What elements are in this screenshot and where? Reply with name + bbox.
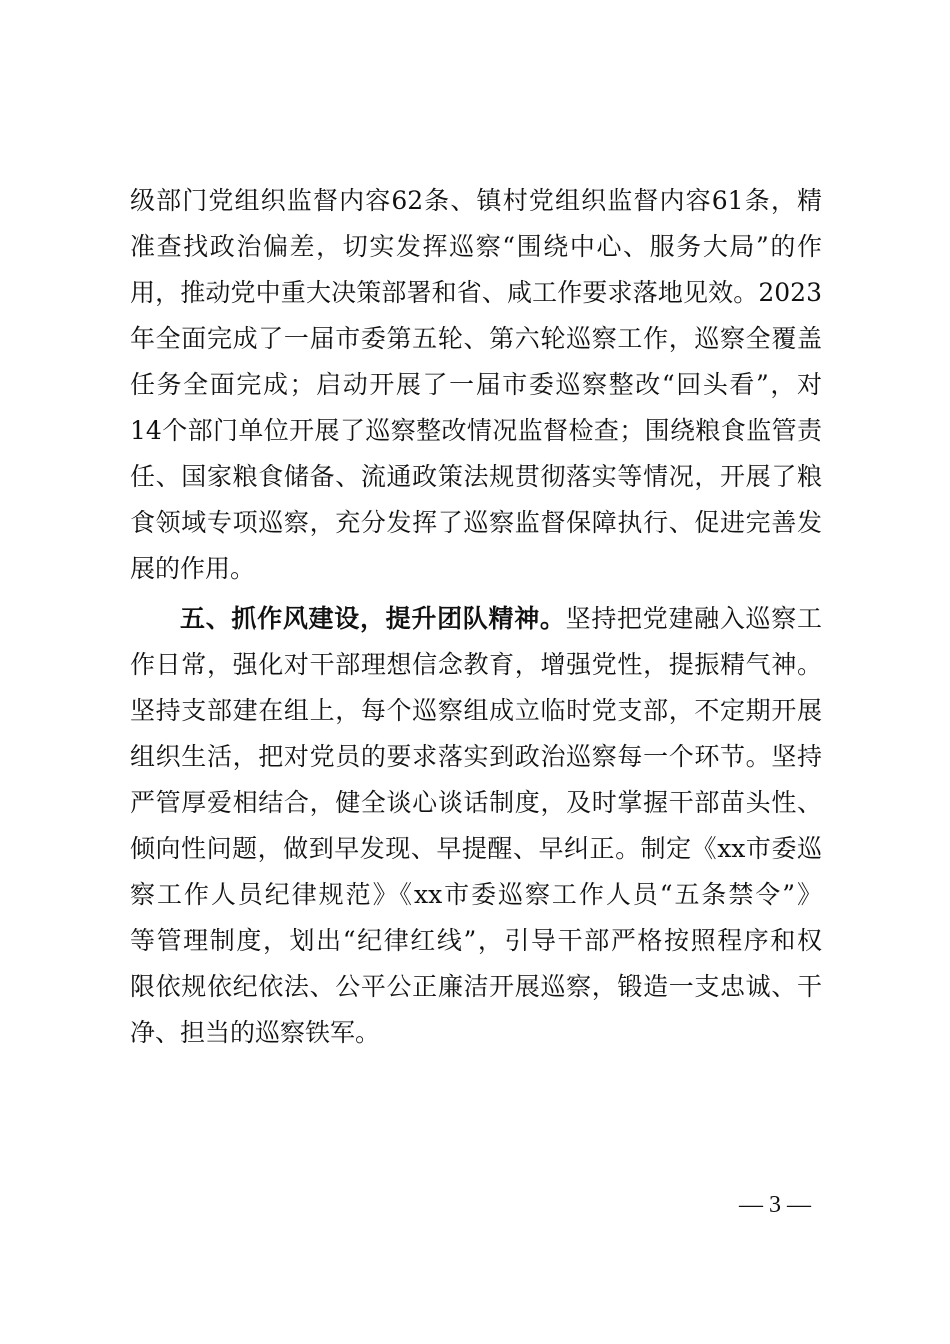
paragraph-line: 年全面完成了一届市委第五轮、第六轮巡察工作，巡察全覆盖 (130, 324, 822, 353)
paragraph-line: 展的作用。 (130, 554, 256, 583)
paragraph-line: 作日常，强化对干部理想信念教育，增强党性，提振精气神。 (130, 650, 822, 679)
paragraph-line: 用，推动党中重大决策部署和省、咸工作要求落地见效。2023 (130, 278, 822, 307)
paragraph-line: 14个部门单位开展了巡察整改情况监督检查；围绕粮食监管责 (130, 416, 822, 445)
paragraph-line: 净、担当的巡察铁军。 (130, 1018, 381, 1047)
paragraph-line: 任务全面完成；启动开展了一届市委巡察整改“回头看”，对 (130, 370, 822, 399)
paragraph-line: 任、国家粮食储备、流通政策法规贯彻落实等情况，开展了粮 (130, 462, 822, 491)
page-number: — 3 — (739, 1192, 811, 1218)
paragraph-line: 准查找政治偏差，切实发挥巡察“围绕中心、服务大局”的作 (130, 232, 822, 261)
paragraph-line: 级部门党组织监督内容62条、镇村党组织监督内容61条，精 (130, 186, 822, 215)
paragraph-line: 察工作人员纪律规范》《xx市委巡察工作人员“五条禁令”》 (130, 880, 822, 909)
paragraph-line: 倾向性问题，做到早发现、早提醒、早纠正。制定《xx市委巡 (130, 834, 822, 863)
paragraph-line: 严管厚爱相结合，健全谈心谈话制度，及时掌握干部苗头性、 (130, 788, 822, 817)
section-heading: 五、抓作风建设，提升团队精神。 (180, 604, 566, 633)
paragraph-first-line (180, 596, 822, 642)
paragraph-line: 限依规依纪依法、公平公正廉洁开展巡察，锻造一支忠诚、干 (130, 972, 822, 1001)
paragraph-line: 组织生活，把对党员的要求落实到政治巡察每一个环节。坚持 (130, 742, 822, 771)
paragraph-line: 等管理制度，划出“纪律红线”，引导干部严格按照程序和权 (130, 926, 822, 955)
paragraph-line: 坚持支部建在组上，每个巡察组成立临时党支部，不定期开展 (130, 696, 822, 725)
heading-continuation: 坚持把党建融入巡察工 (565, 604, 822, 633)
paragraph-line: 食领域专项巡察，充分发挥了巡察监督保障执行、促进完善发 (130, 508, 822, 537)
